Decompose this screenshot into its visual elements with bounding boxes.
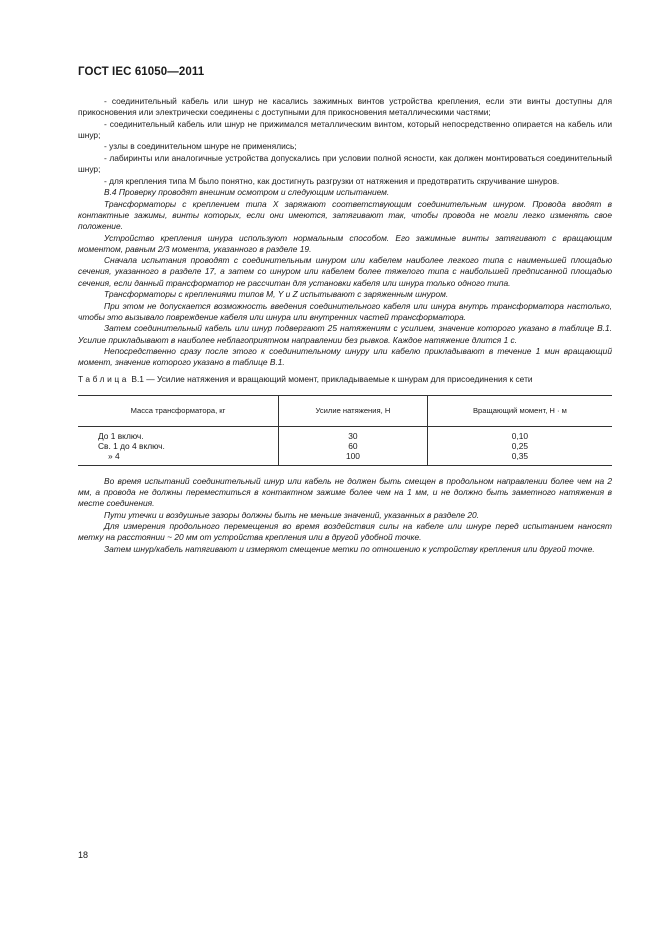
page-number: 18 [78, 850, 89, 860]
table-row [78, 426, 612, 465]
force-cell [279, 426, 428, 465]
table-caption [78, 374, 612, 385]
torque-value: 0,35 [511, 450, 529, 461]
mass-cell [78, 426, 279, 465]
paragraph: Непосредственно сразу после этого к соединительному шнуру или кабелю прикладывают в течение 1 мин вращающий момент, значение которого указано в таблице В.1. [78, 346, 612, 368]
list-item: - для крепления типа М было понятно, как достигнуть разгрузки от натяжения и предотвратить скручивание шнуров. [104, 175, 560, 186]
paragraph: При этом не допускается возможность введения соединительного кабеля или шнура внутрь трансформатора настолько, чтобы это вызывало повреждение кабеля или шнура или внутренних частей трансформатора. [78, 300, 612, 322]
list-item: - соединительный кабель или шнур не касались зажимных винтов устройства крепления, если эти винты доступны для прикосновения или электрически соединены с доступными для прикосновения металлическими частями; [78, 96, 612, 118]
section-heading-b4: В.4 Проверку проводят внешним осмотром и следующим испытанием. [104, 187, 390, 198]
torque-value: 0,25 [511, 440, 529, 451]
force-value: 60 [348, 440, 358, 451]
table-caption-label: Таблица [78, 374, 130, 385]
list-item: - лабиринты или аналогичные устройства допускались при условии полной ясности, как должен монтироваться соединительный шнур; [78, 152, 612, 175]
force-value: 100 [345, 450, 360, 461]
paragraph: Сначала испытания проводят с соединительным шнуром или кабелем наиболее легкого типа с наименьшей площадью сечения, указанного в разделе 17, а затем со шнуром или кабелем более тяжелого типа с наибольшей предписанной площадью сечения, если данный трансформатор не рассчитан для установки кабеля или шнура только одного типа. [78, 255, 612, 288]
header-force: Усилие натяжения, Н [279, 395, 428, 426]
mass-value: До 1 включ. [98, 430, 144, 441]
table-header-row [78, 395, 612, 426]
paragraph: Для измерения продольного перемещения во время воздействия силы на кабеле или шнуре перед испытанием наносят метку на расстоянии ~ 20 мм от устройства крепления или в другой удобной точке. [78, 521, 612, 543]
paragraph: Трансформаторы с креплением типа Х заряжают соответствующим соединительным шнуром. Провода вводят в контактные зажимы, винты которых, если они имеются, затягивают так, чтобы провода не могли легко изменять свое положение. [78, 198, 612, 232]
paragraph: Затем соединительный кабель или шнур подвергают 25 натяжениям с усилием, значение которого указано в таблице В.1. Усилие прикладывают в наиболее неблагоприятном направлении без рывков. Каждое натяжение длится 1 с. [78, 323, 612, 345]
list-item: - узлы в соединительном шнуре не применялись; [104, 141, 297, 152]
data-table [78, 395, 612, 466]
list-item: - соединительный кабель или шнур не прижимался металлическим винтом, который непосредственно опирается на кабель или шнур; [78, 118, 612, 140]
header-torque: Вращающий момент, Н · м [427, 395, 612, 426]
mass-value: » 4 [108, 450, 120, 461]
torque-cell [427, 426, 612, 465]
mass-value: Св. 1 до 4 включ. [98, 440, 165, 451]
paragraph: Устройство крепления шнура используют нормальным способом. Его зажимные винты затягивают с вращающим моментом, равным 2/3 момента, указанного в разделе 19. [78, 232, 612, 254]
paragraph: Во время испытаний соединительный шнур или кабель не должен быть смещен в продольном направлении более чем на 2 мм, а провода не должны переместиться в контактном зажиме более чем на 1 мм, и не должно быть заметного натяжения в месте соединения. [78, 475, 612, 509]
paragraph: Трансформаторы с креплениями типов М, Y и Z испытывают с заряженным шнуром. [104, 289, 449, 300]
header-mass: Масса трансформатора, кг [78, 395, 279, 426]
page-body [78, 96, 612, 555]
table-caption-text: В.1 — Усилие натяжения и вращающий момент, прикладываемые к шнурам для присоединения к сети [129, 374, 533, 385]
document-header: ГОСТ IEC 61050—2011 [78, 66, 205, 78]
paragraph: Затем шнур/кабель натягивают и измеряют смещение метки по отношению к устройству крепления или другой точке. [104, 543, 595, 554]
force-value: 30 [348, 430, 358, 441]
torque-value: 0,10 [511, 430, 529, 441]
paragraph: Пути утечки и воздушные зазоры должны быть не меньше значений, указанных в разделе 20. [104, 509, 480, 520]
